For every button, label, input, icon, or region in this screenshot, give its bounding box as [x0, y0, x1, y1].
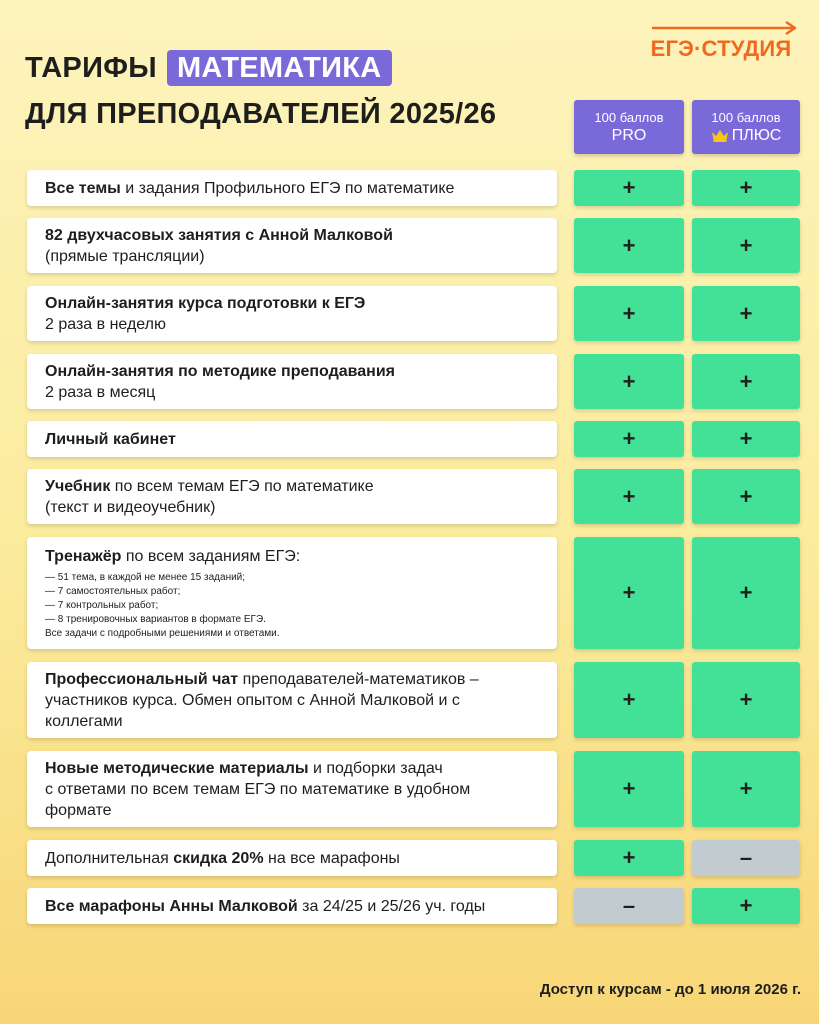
- feature-subitem: — 51 тема, в каждой не менее 15 заданий;: [45, 571, 246, 583]
- feature-subitem: — 7 контрольных работ;: [45, 599, 159, 611]
- feature-cell: [27, 354, 557, 409]
- plus-mark: +: [692, 354, 800, 409]
- pro-mark: +: [574, 354, 684, 409]
- table-row: [0, 469, 819, 524]
- feature-bold: 82 двухчасовых занятия с Анной Малковой: [45, 226, 393, 244]
- feature-bold: Онлайн-занятия курса подготовки к ЕГЭ: [45, 294, 366, 312]
- table-row: [0, 537, 819, 649]
- table-row: [0, 840, 819, 876]
- column-plus-top: 100 баллов: [711, 110, 781, 125]
- column-pro-top: 100 баллов: [594, 110, 664, 125]
- pro-mark: +: [574, 537, 684, 649]
- table-row: [0, 421, 819, 457]
- feature-subitem: — 8 тренировочных вариантов в формате ЕГЭ.: [45, 613, 266, 625]
- pro-mark: +: [574, 662, 684, 738]
- page-title-line1: [25, 50, 392, 86]
- feature-bold: Тренажёр: [45, 547, 122, 565]
- feature-line: [45, 896, 541, 917]
- column-plus-bottom: ПЛЮС: [731, 127, 782, 144]
- table-row: [0, 354, 819, 409]
- feature-text: по всем темам ЕГЭ по математике: [110, 477, 374, 495]
- crown-icon: [711, 129, 729, 142]
- page-title-line2: ДЛЯ ПРЕПОДАВАТЕЛЕЙ 2025/26: [25, 98, 497, 130]
- table-row: [0, 218, 819, 273]
- feature-line-3: коллегами: [45, 712, 123, 730]
- arrow-icon: [644, 20, 800, 36]
- table-row: [0, 286, 819, 341]
- feature-text: и подборки задач: [308, 759, 443, 777]
- feature-bold: Все марафоны Анны Малковой: [45, 897, 298, 915]
- feature-line: [45, 429, 541, 450]
- feature-line-3: формате: [45, 801, 112, 819]
- feature-line: [45, 476, 541, 497]
- pro-mark: +: [574, 286, 684, 341]
- feature-bold: Онлайн-занятия по методике преподавания: [45, 362, 396, 380]
- feature-bold: Профессиональный чат: [45, 670, 239, 688]
- feature-cell: [27, 286, 557, 341]
- feature-bold: скидка 20%: [173, 849, 264, 867]
- plus-mark: +: [692, 751, 800, 827]
- feature-cell: [27, 421, 557, 457]
- feature-text: и задания Профильного ЕГЭ по математике: [120, 179, 455, 197]
- feature-line: [45, 848, 541, 869]
- subject-badge: МАТЕМАТИКА: [167, 50, 392, 86]
- feature-line-2: 2 раза в месяц: [45, 383, 156, 401]
- feature-cell: [27, 170, 557, 206]
- pro-mark: +: [574, 840, 684, 876]
- feature-cell: [27, 751, 557, 827]
- feature-cell: [27, 218, 557, 273]
- feature-subitem: — 7 самостоятельных работ;: [45, 585, 181, 597]
- feature-cell: [27, 469, 557, 524]
- pro-mark: –: [574, 888, 684, 924]
- column-pro-bottom: PRO: [611, 127, 647, 144]
- feature-line: [45, 361, 541, 382]
- feature-line-2: участников курса. Обмен опытом с Анной Малковой и с: [45, 691, 460, 709]
- plus-mark: –: [692, 840, 800, 876]
- feature-bold: Новые методические материалы: [45, 759, 309, 777]
- table-row: [0, 170, 819, 206]
- plus-mark: +: [692, 286, 800, 341]
- feature-cell: [27, 537, 557, 649]
- plus-mark: +: [692, 469, 800, 524]
- feature-cell: [27, 840, 557, 876]
- feature-text: по всем заданиям ЕГЭ:: [121, 547, 301, 565]
- access-footer-note: Доступ к курсам - до 1 июля 2026 г.: [539, 981, 801, 998]
- plus-mark: +: [692, 537, 800, 649]
- table-row: [0, 751, 819, 827]
- plus-mark: +: [692, 888, 800, 924]
- plus-mark: +: [692, 662, 800, 738]
- pro-mark: +: [574, 421, 684, 457]
- feature-text: преподавателей-математиков –: [238, 670, 479, 688]
- pro-mark: +: [574, 469, 684, 524]
- feature-text-prefix: Дополнительная: [45, 849, 174, 867]
- feature-cell: [27, 662, 557, 738]
- feature-line-2: с ответами по всем темам ЕГЭ по математике в удобном: [45, 780, 471, 798]
- feature-line: [45, 225, 541, 246]
- feature-line-2: (текст и видеоучебник): [45, 498, 216, 516]
- column-header-plus: [692, 100, 800, 154]
- brand-logo: [644, 20, 800, 70]
- pro-mark: +: [574, 218, 684, 273]
- feature-line: [45, 546, 541, 567]
- feature-text: на все марафоны: [263, 849, 400, 867]
- feature-text: за 24/25 и 25/26 уч. годы: [297, 897, 486, 915]
- feature-line: [45, 178, 541, 199]
- pro-mark: +: [574, 170, 684, 206]
- column-plus-bottom-wrap: [711, 126, 782, 145]
- feature-bold: Личный кабинет: [45, 430, 176, 448]
- plus-mark: +: [692, 170, 800, 206]
- title-part1: ТАРИФЫ: [25, 51, 157, 84]
- feature-bold: Все темы: [45, 179, 121, 197]
- plus-mark: +: [692, 421, 800, 457]
- feature-line: [45, 758, 541, 779]
- feature-line-2: 2 раза в неделю: [45, 315, 167, 333]
- plus-mark: +: [692, 218, 800, 273]
- pro-mark: +: [574, 751, 684, 827]
- feature-subitem: Все задачи с подробными решениями и ответами.: [45, 627, 280, 639]
- table-row: [0, 888, 819, 924]
- logo-text: ЕГЭ·СТУДИЯ: [650, 36, 792, 61]
- feature-line-2: (прямые трансляции): [45, 247, 205, 265]
- feature-line: [45, 293, 541, 314]
- table-row: [0, 662, 819, 738]
- feature-bold: Учебник: [45, 477, 111, 495]
- feature-line: [45, 669, 541, 690]
- feature-cell: [27, 888, 557, 924]
- column-header-pro: [574, 100, 684, 154]
